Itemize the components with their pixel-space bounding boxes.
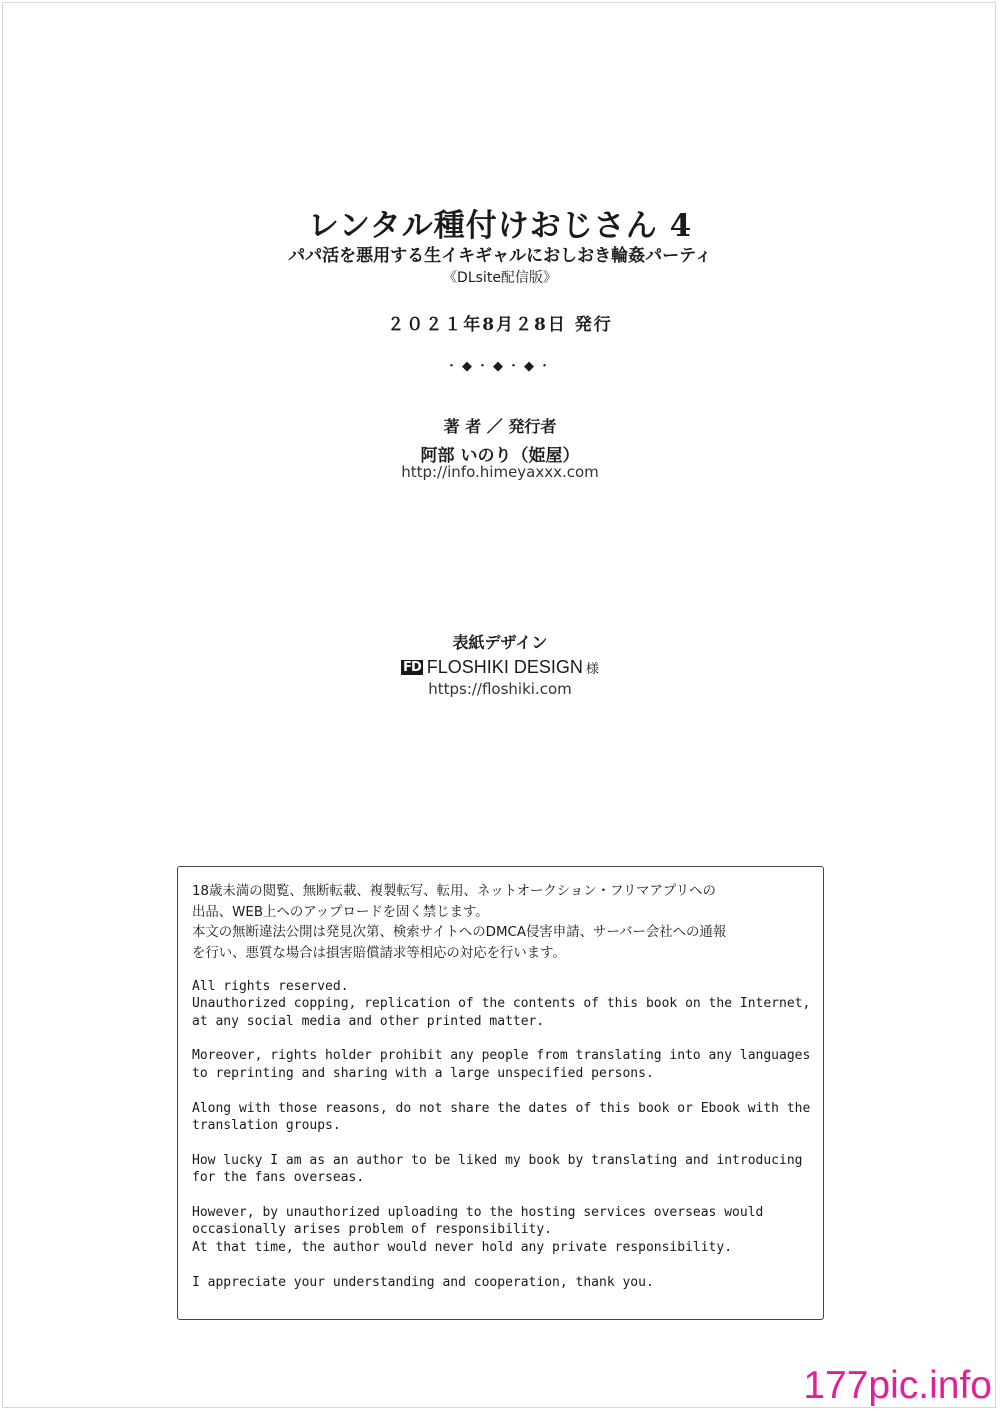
notice-line: occasionally arises problem of responsibility. [192,1222,553,1238]
japanese-notice [192,882,811,965]
notice-line: How lucky I am as an author to be liked my book by translating and introducing [192,1152,803,1168]
author-label: 著 者 ／ 発行者 [443,417,557,436]
author-name: 阿部 いのり（姫屋） [420,446,580,466]
notice-line: を行い、悪質な場合は損害賠償請求等相応の対応を行います。 [192,946,566,962]
notice-paragraph [192,1274,811,1291]
notice-paragraph [192,978,811,1030]
cover-design-label: 表紙デザイン [452,633,548,652]
notice-paragraph [192,1100,811,1135]
notice-line: Unauthorized copping, replication of the contents of this book on the Internet, [192,996,811,1012]
notice-line: translation groups. [192,1118,341,1134]
notice-line: to reprinting and sharing with a large unspecified persons. [192,1065,654,1081]
notice-line: All rights reserved. [192,978,349,994]
notice-paragraph [192,1152,811,1187]
designer-url-link[interactable]: https://floshiki.com [428,680,572,698]
notice-line: I appreciate your understanding and cooperation, thank you. [192,1274,654,1290]
author-url-link[interactable]: http://info.himeyaxxx.com [401,463,599,481]
book-subtitle: パパ活を悪用する生イキギャルにおしおき輪姦パーティ [288,246,712,266]
book-title: レンタル種付けおじさん 4 [307,208,693,244]
notice-line: at any social media and other printed matter. [192,1013,545,1029]
notice-line: Along with those reasons, do not share the dates of this book or Ebook with the [192,1100,811,1116]
site-watermark: 177pic.info [803,1364,992,1407]
publication-date: ２０２１年8月２8日 発行 [387,315,613,335]
english-notice [192,978,811,1291]
cover-designer [0,657,1000,678]
notice-line: for the fans overseas. [192,1170,365,1186]
floshiki-logo-icon: FD [403,660,421,675]
notice-line: 18歳未満の閲覧、無断転載、複製転写、転用、ネットオークション・フリマアプリへの [192,884,716,899]
notice-line: 本文の無断違法公開は発見次第、検索サイトへのDMCA侵害申請、サーバー会社への通報 [192,925,727,941]
notice-paragraph [192,1047,811,1082]
notice-line: At that time, the author would never hold any private responsibility. [192,1239,733,1255]
notice-paragraph [192,1204,811,1256]
notice-line: Moreover, rights holder prohibit any people from translating into any languages [192,1048,811,1064]
notice-line: However, by unauthorized uploading to the hosting services overseas would [192,1205,764,1221]
copyright-notice-box [177,866,824,1320]
ornament-divider: ・◆・◆・◆・ [445,359,555,374]
designer-name: FLOSHIKI DESIGN [426,657,583,677]
designer-honorific: 様 [585,662,599,677]
notice-line: 出品、WEB上へのアップロードを固く禁じます。 [192,904,489,920]
edition-label: 《DLsite配信版》 [443,270,557,286]
